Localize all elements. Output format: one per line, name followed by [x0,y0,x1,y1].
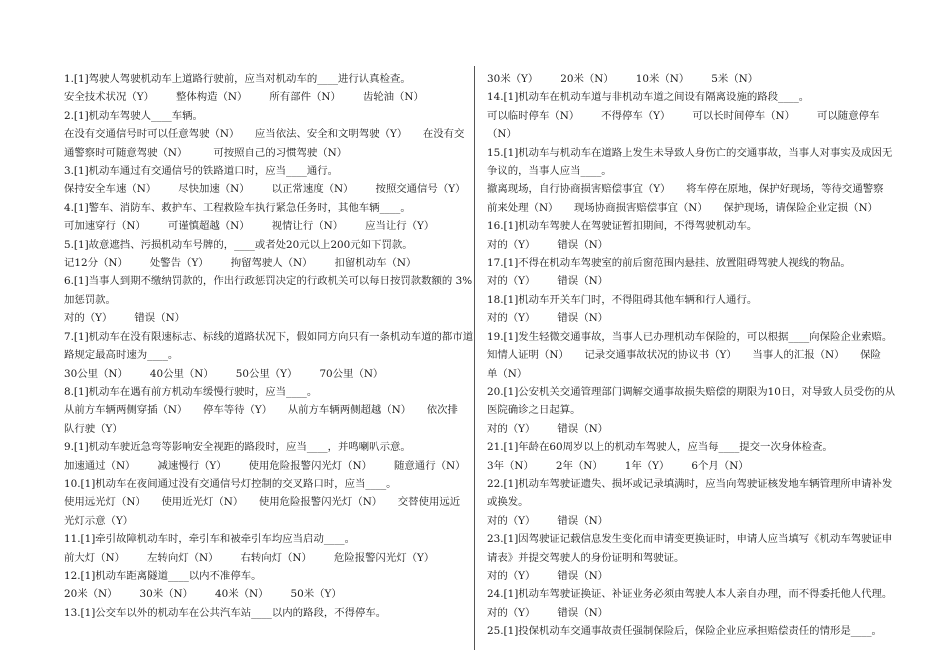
answer-option: 记12分（N） [64,257,128,270]
answer-option: 不得停车（Y） [601,109,671,122]
answer-option: 20米（N） [64,588,118,601]
question-text: 1.[1]驾驶人驾驶机动车上道路行驶前，应当对机动车的____进行认真检查。 [64,73,411,85]
question-text: 18.[1]机动车开关车门时，不得阻碍其他车辆和行人通行。 [487,293,758,306]
question-block [64,438,476,475]
answer-options [64,585,476,603]
answer-option: 以正常速度（N） [271,183,354,196]
answer-option: 可以长时间停车（N） [692,109,796,122]
answer-option: 2年（N） [555,459,603,472]
answer-option: 错误（N） [557,238,609,251]
answer-option-line: 在没有交通信号时可以任意驾驶（N） 应当依法、安全和文明驾驶（Y） 在没有交 [64,128,465,141]
answer-option: 对的（Y） [64,312,113,325]
answer-options [64,180,476,198]
answer-options [64,549,476,567]
answer-options [487,309,899,327]
question-block [64,70,476,107]
question-block [487,291,899,328]
question-block [487,585,899,622]
question-block [64,162,476,199]
answer-option: 20米（N） [560,73,614,85]
answer-option: 错误（N） [557,312,609,325]
answer-option: 加速通过（N） [64,459,136,472]
question-block [487,70,899,88]
answer-option: 使用危险报警闪光灯（N） [248,459,373,472]
answer-option: 6个月（N） [691,459,749,472]
question-text: 17.[1]不得在机动车驾驶室的前后窗范围内悬挂、放置阻碍驾驶人视线的物品。 [487,257,851,270]
answer-option: 3年（N） [487,459,534,472]
answer-option: 可谨慎超越（N） [167,220,250,233]
answer-option: 错误（N） [557,422,609,435]
answer-option: 所有部件（N） [269,91,341,104]
answer-options [487,567,899,585]
answer-option: 处警告（Y） [149,257,209,270]
question-text: 25.[1]投保机动车交通事故责任强制保险后，保险企业应承担赔偿责任的情形是____。 [487,625,882,638]
answer-option: 视情让行（N） [271,220,344,233]
answer-option: 保持安全车速（N） [64,183,157,196]
question-text: 10.[1]机动车在夜间通过没有交通信号灯控制的交叉路口时，应当____。 [64,477,397,490]
question-text: 13.[1]公交车以外的机动车在公共汽车站____以内的路段，不得停车。 [64,606,387,619]
question-text: 24.[1]机动车驾驶证换证、补证业务必须由驾驶人本人亲自办理，而不得委托他人代理。 [487,588,893,601]
answer-option: 40公里（N） [149,367,214,380]
question-text: 14.[1]机动车在机动车道与非机动车道之间设有隔离设施的路段____。 [487,91,810,104]
answer-option: 错误（N） [134,312,186,325]
answer-option: 前大灯（N） [64,551,126,564]
question-text: 7.[1]机动车在没有限速标志、标线的道路状况下，假如同方向只有一条机动车道的都市道路规定最高时速为____。 [64,330,474,362]
question-text: 2.[1]机动车驾驶人____车辆。 [64,109,203,122]
question-block [487,475,899,530]
question-block [487,622,899,640]
question-block [487,438,899,475]
question-block [487,383,899,438]
answer-option: 安全技术状况（Y） [64,91,154,104]
column-divider [474,66,475,650]
answer-option: 70公里（N） [319,367,384,380]
answer-option: 5米（N） [711,73,759,85]
question-text: 12.[1]机动车距离隧道____以内不准停车。 [64,569,262,582]
answer-options [487,236,899,254]
question-block [487,530,899,585]
answer-option: 对的（Y） [487,275,536,288]
question-text: 22.[1]机动车驾驶证遗失、损坏或记录填满时，应当向驾驶证核发地车辆管理所申请补发或换发。 [487,477,893,509]
answer-option: 可加速穿行（N） [64,220,146,233]
answer-options [487,512,899,530]
answer-option: 对的（Y） [487,569,536,582]
answer-option: 30公里（N） [64,367,128,380]
answer-option-line: 光灯示意（Y） [64,514,134,527]
answer-option: 错误（N） [557,606,609,619]
answer-option-line: 队行驶（Y） [64,422,123,435]
question-block [64,604,476,622]
question-block [64,272,476,327]
left-column [64,70,476,622]
answer-option: 对的（Y） [487,238,536,251]
answer-option-line: 使用远光灯（N） 使用近光灯（N） 使用危险报警闪光灯（N） 交替使用远近 [64,496,461,509]
answer-option: 1年（Y） [624,459,670,472]
question-text: 6.[1]当事人到期不缴纳罚款的，作出行政惩罚决定的行政机关可以每日按罚款数额的 3%加惩罚款。 [64,275,473,306]
question-block [64,107,476,162]
answer-options [64,309,476,327]
answer-option: 可以临时停车（N） [487,109,580,122]
question-text: 23.[1]因驾驶证记载信息发生变化而申请变更换证时，申请人应当填写《机动车驾驶证申请表》并提交驾驶人的身份证明和驾驶证。 [487,533,893,564]
question-block [487,328,899,383]
answer-option: 危险报警闪光灯（Y） [333,551,435,564]
answer-option: 减速慢行（Y） [157,459,227,472]
answer-option-line: 前来处理（N） 现场协商损害赔偿事宜（N） 保护现场，请保险企业定损（N） [487,201,878,214]
answer-option: 可以随意停车（N） [487,109,880,141]
question-text: 20.[1]公安机关交通管理部门调解交通事故损失赔偿的期限为10日，对导致人员受伤的从医院确诊之日起算。 [487,385,896,417]
question-text: 21.[1]年龄在60周岁以上的机动车驾驶人，应当每____提交一次身体检查。 [487,441,833,454]
question-text: 3.[1]机动车通过有交通信号的铁路道口时，应当____通行。 [64,165,339,178]
question-block [487,88,899,143]
answer-options [64,88,476,106]
answer-option: 随意通行（N） [394,459,466,472]
answer-option-line: 单（N） [487,367,528,380]
question-block [64,328,476,383]
answer-option-line: 知情人证明（N） 记录交通事故状况的协议书（Y） 当事人的汇报（N） 保险 [487,349,881,362]
answer-options [64,217,476,235]
answer-option: 对的（Y） [487,312,536,325]
answer-options [64,365,476,383]
answer-option: 对的（Y） [487,606,536,619]
answer-options [487,604,899,622]
answer-option-line: 撤离现场，自行协商损害赔偿事宜（Y） 将车停在原地，保护好现场，等待交通警察 [487,183,884,196]
question-text: 19.[1]发生轻微交通事故，当事人已办理机动车保险的，可以根据____向保险企业索赔。 [487,330,893,343]
answer-option: 10米（N） [635,73,690,85]
question-block [64,236,476,273]
answer-option: 左转向灯（N） [147,551,219,564]
answer-option: 齿轮油（N） [362,91,424,104]
question-text: 11.[1]牵引故障机动车时，牵引车和被牵引车均应当启动____。 [64,533,356,546]
answer-options [64,254,476,272]
question-text: 9.[1]机动车驶近急弯等影响安全视距的路段时，应当____，并鸣喇叭示意。 [64,441,411,454]
question-block [64,383,476,438]
answer-options [487,70,899,88]
answer-option: 对的（Y） [487,514,536,527]
answer-option: 按照交通信号（Y） [375,183,466,196]
answer-option: 整体构造（N） [175,91,248,104]
answer-option: 尽快加速（N） [178,183,250,196]
answer-options [487,272,899,290]
answer-option: 错误（N） [557,275,609,288]
question-block [487,254,899,291]
answer-option: 30米（N） [139,588,193,601]
answer-option: 错误（N） [557,514,609,527]
answer-option: 50米（Y） [290,588,342,601]
answer-options [487,107,899,144]
question-block [64,567,476,604]
answer-option: 拘留驾驶人（N） [230,257,313,270]
answer-option: 错误（N） [557,569,609,582]
answer-options [64,457,476,475]
answer-option-line: 通警察时可随意驾驶（N） 可按照自己的习惯驾驶（N） [64,146,348,159]
answer-option: 30米（Y） [487,73,539,85]
answer-option: 40米（N） [215,588,269,601]
question-block [64,475,476,530]
answer-option: 对的（Y） [487,422,536,435]
question-text: 5.[1]故意遮挡、污损机动车号牌的，____或者处20元以上200元如下罚款。 [64,238,413,251]
answer-option: 应当让行（Y） [365,220,435,233]
question-block [487,144,899,218]
answer-option-line: 从前方车辆两侧穿插（N） 停车等待（Y） 从前方车辆两侧超越（N） 依次排 [64,404,458,417]
question-text: 15.[1]机动车与机动车在道路上发生未导致人身伤亡的交通事故，当事人对事实及成因无争议的，当事人应当____。 [487,146,893,178]
question-text: 16.[1]机动车驾驶人在驾驶证暂扣期间，不得驾驶机动车。 [487,220,758,233]
answer-option: 右转向灯（N） [240,551,312,564]
question-text: 4.[1]警车、消防车、救护车、工程救险车执行紧急任务时，其他车辆____。 [64,201,411,214]
answer-option: 50公里（Y） [235,367,298,380]
right-column [487,70,899,641]
question-block [64,530,476,567]
answer-option: 扣留机动车（N） [334,257,417,270]
question-block [487,217,899,254]
question-block [64,199,476,236]
answer-options [487,457,899,475]
answer-options [487,420,899,438]
question-text: 8.[1]机动车在遇有前方机动车缓慢行驶时，应当____。 [64,385,318,398]
